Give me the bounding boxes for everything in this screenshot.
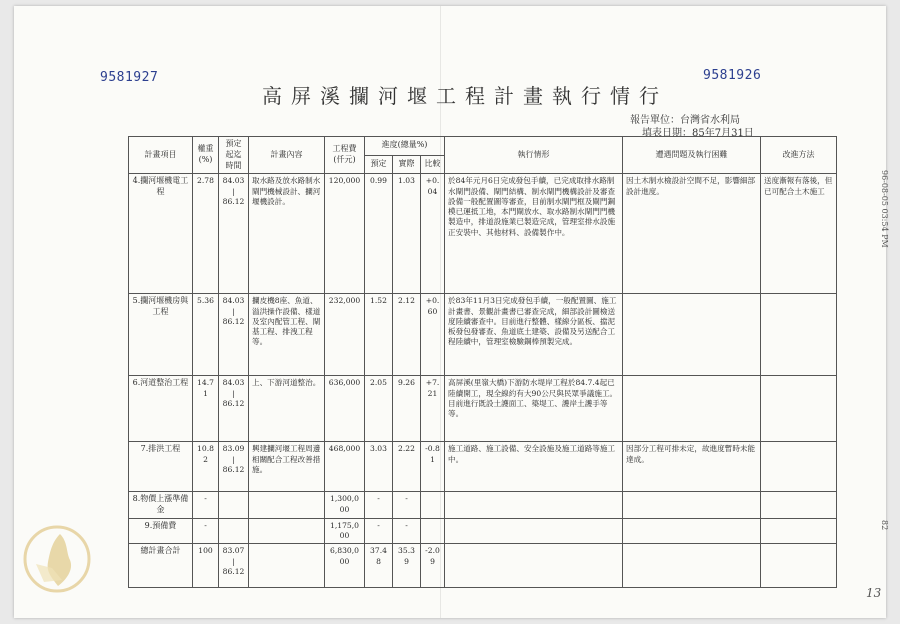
header-content: 計畫內容 — [249, 137, 325, 174]
row-status: 於84年元月6日完成發包手續，已完成取排水路制水閘門設備、閘門結構、制水閘門機構設計及審查設備一般配置圖等審查，目前制水閘門框及閘門鋼模已運抵工地，本門閘放水、取水路制水閘門門機製造中，排道設施業已製造完成，管理室排水設施正安裝中、其他材料、設備製作中。 — [445, 174, 623, 294]
header-issues: 遭遇問題及執行困難 — [623, 137, 761, 174]
row-remedy: 送度漸報有落後，但已可配合土木施工 — [761, 174, 837, 294]
fax-timestamp: 96-08-05 03:54 PM — [880, 170, 889, 248]
row-period: 84.03 | 86.12 — [219, 174, 249, 294]
row-weight: 2.78 — [193, 174, 219, 294]
table-row — [129, 442, 837, 492]
row-status — [445, 492, 623, 519]
row-budget: 468,000 — [325, 442, 365, 492]
progress-table — [128, 136, 837, 588]
row-content: 興建攔河堰工程周邊相關配合工程改善措施。 — [249, 442, 325, 492]
table-row — [129, 518, 837, 544]
row-content: 攔皮機8座、魚道、溢洪操作設備、樣道及室內配管工程、閘基工程、排洩工程等。 — [249, 294, 325, 376]
row-budget: 232,000 — [325, 294, 365, 376]
row-weight: 100 — [193, 544, 219, 588]
map-logo-stamp — [22, 524, 92, 594]
header-remedy: 改進方法 — [761, 137, 837, 174]
row-actual: 1.03 — [393, 174, 421, 294]
row-content: 上、下游河道整治。 — [249, 376, 325, 442]
row-remedy — [761, 376, 837, 442]
row-period — [219, 518, 249, 544]
row-issues: 因部分工程可排未定，故進度暫時未能達成。 — [623, 442, 761, 492]
report-unit: 報告單位：台灣省水利局 — [630, 115, 740, 126]
row-weight: 10.82 — [193, 442, 219, 492]
header-weight: 權重(%) — [193, 137, 219, 174]
row-weight: - — [193, 518, 219, 544]
row-budget: 6,830,000 — [325, 544, 365, 588]
row-weight: - — [193, 492, 219, 519]
table-row — [129, 544, 837, 588]
header-item: 計畫項目 — [129, 137, 193, 174]
document-title: 高屏溪攔河堰工程計畫執行情行 — [262, 84, 668, 108]
table-row — [129, 376, 837, 442]
row-status: 施工道路、施工設備、安全設施及施工道路等施工中。 — [445, 442, 623, 492]
row-content: 取水路及放水路制水閘門機械設計、攔河堰機設計。 — [249, 174, 325, 294]
row-remedy — [761, 294, 837, 376]
doc-number-left: 9581927 — [100, 70, 159, 85]
row-actual: - — [393, 518, 421, 544]
row-compare: +7.21 — [421, 376, 445, 442]
row-actual: 2.22 — [393, 442, 421, 492]
row-period: 83.07 | 86.12 — [219, 544, 249, 588]
header-status: 執行情形 — [445, 137, 623, 174]
row-issues — [623, 492, 761, 519]
row-actual: 9.26 — [393, 376, 421, 442]
row-status: 於83年11月3日完成發包手續，一般配置圖、施工計畫書、景觀計畫書已審查完成，細部設計圖檢送度陸續審查中。目前進行整體、樣線分區板、擋泥板發包發審查、魚道底土建築、設備及另送配合工程陸續中，管理室檢驗鋼棒預製完成。 — [445, 294, 623, 376]
row-actual: 35.39 — [393, 544, 421, 588]
header-progress: 進度(總量%) — [365, 137, 445, 156]
row-compare — [421, 492, 445, 519]
row-remedy — [761, 518, 837, 544]
row-item: 7.排洪工程 — [129, 442, 193, 492]
row-item: 6.河道整治工程 — [129, 376, 193, 442]
table-row — [129, 492, 837, 519]
fill-date: 填表日期：85年7月31日 — [642, 128, 754, 139]
row-actual: - — [393, 492, 421, 519]
row-planned: 2.05 — [365, 376, 393, 442]
row-actual: 2.12 — [393, 294, 421, 376]
header-actual: 實際 — [393, 155, 421, 174]
row-content — [249, 544, 325, 588]
side-mark: 82 — [880, 520, 889, 531]
row-issues — [623, 544, 761, 588]
row-period: 84.03 | 86.12 — [219, 294, 249, 376]
row-period: 84.03 | 86.12 — [219, 376, 249, 442]
row-item: 總計畫合計 — [129, 544, 193, 588]
header-planned: 預定 — [365, 155, 393, 174]
row-compare: -2.09 — [421, 544, 445, 588]
row-planned: 0.99 — [365, 174, 393, 294]
row-budget: 1,300,000 — [325, 492, 365, 519]
row-issues: 因土木制水檢設計空間不足，影響細部設計進度。 — [623, 174, 761, 294]
row-item: 8.物價上漲準備金 — [129, 492, 193, 519]
row-budget: 1,175,000 — [325, 518, 365, 544]
row-compare: +0.60 — [421, 294, 445, 376]
row-item: 9.預備費 — [129, 518, 193, 544]
row-remedy — [761, 492, 837, 519]
row-period: 83.09 | 86.12 — [219, 442, 249, 492]
header-budget: 工程費(仟元) — [325, 137, 365, 174]
row-weight: 5.36 — [193, 294, 219, 376]
row-status: 高屏溪(里嶺大橋)下游防水堤岸工程於84.7.4起已陸續開工，現全線約有大90公尺與民眾爭議施工。目前進行既設土護面工、築堤工、護岸土護手等等。 — [445, 376, 623, 442]
row-content — [249, 518, 325, 544]
row-issues — [623, 294, 761, 376]
table-row — [129, 294, 837, 376]
row-issues — [623, 518, 761, 544]
row-content — [249, 492, 325, 519]
table-row — [129, 174, 837, 294]
row-item: 4.攔河堰機電工程 — [129, 174, 193, 294]
row-compare: -0.81 — [421, 442, 445, 492]
row-status — [445, 518, 623, 544]
row-weight: 14.71 — [193, 376, 219, 442]
row-compare: +0.04 — [421, 174, 445, 294]
row-planned: 3.03 — [365, 442, 393, 492]
row-remedy — [761, 544, 837, 588]
row-period — [219, 492, 249, 519]
row-item: 5.攔河堰機房與工程 — [129, 294, 193, 376]
doc-number-right: 9581926 — [703, 68, 762, 83]
row-compare — [421, 518, 445, 544]
row-planned: - — [365, 492, 393, 519]
header-compare: 比較 — [421, 155, 445, 174]
row-budget: 120,000 — [325, 174, 365, 294]
row-planned: 1.52 — [365, 294, 393, 376]
row-status — [445, 544, 623, 588]
row-planned: - — [365, 518, 393, 544]
page-number: 13 — [866, 586, 882, 600]
row-planned: 37.48 — [365, 544, 393, 588]
row-issues — [623, 376, 761, 442]
header-period: 預定起迄時間 — [219, 137, 249, 174]
row-budget: 636,000 — [325, 376, 365, 442]
row-remedy — [761, 442, 837, 492]
